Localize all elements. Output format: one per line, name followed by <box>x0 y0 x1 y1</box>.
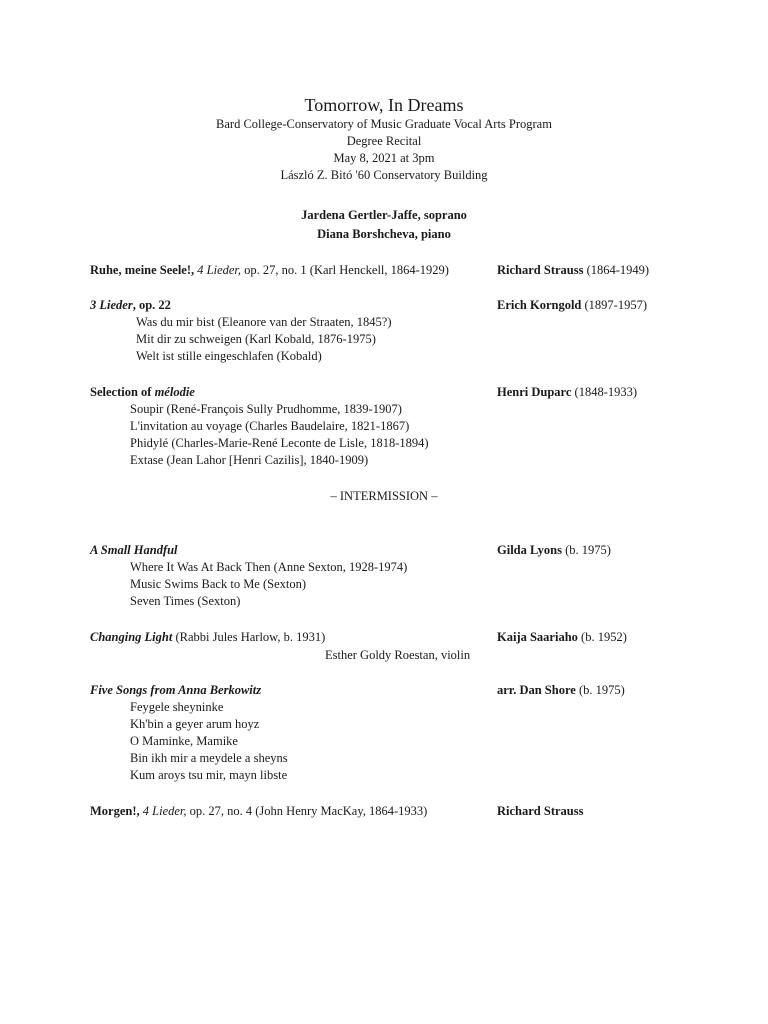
work-collection: 4 Lieder, <box>142 804 187 818</box>
program-title: Tomorrow, In Dreams <box>304 95 464 115</box>
program-institution: Bard College-Conservatory of Music Graduate Vocal Arts Program <box>216 117 552 131</box>
song-title: Welt ist stille eingeschlafen (Kobald) <box>136 349 322 363</box>
work-line <box>90 384 490 401</box>
composer-name: arr. Dan Shore <box>497 683 576 697</box>
recital-type: Degree Recital <box>346 134 422 148</box>
composer-dates: (b. 1975) <box>578 683 625 697</box>
work-title-italic: mélodie <box>154 385 195 399</box>
composer <box>497 384 637 401</box>
work-title: Changing Light <box>90 630 173 644</box>
work-line <box>90 803 490 820</box>
composer-name: Richard Strauss <box>497 804 584 818</box>
composer-dates: (b. 1975) <box>565 543 611 557</box>
work-title: Ruhe, meine Seele!, <box>90 263 195 277</box>
composer <box>497 542 611 559</box>
composer-name: Gilda Lyons <box>497 543 562 557</box>
work-line <box>90 682 490 699</box>
song-title: Kum aroys tsu mir, mayn libste <box>130 768 288 782</box>
work-line <box>90 262 490 279</box>
song-title: Music Swims Back to Me (Sexton) <box>130 577 307 591</box>
song-title: L'invitation au voyage (Charles Baudelaire, 1821-1867) <box>130 419 410 433</box>
song-title: Where It Was At Back Then (Anne Sexton, 1928-1974) <box>130 560 408 574</box>
work-opus: , op. 22 <box>132 298 171 312</box>
composer-dates: (1848-1933) <box>574 385 638 399</box>
composer-name: Richard Strauss <box>497 263 584 277</box>
composer-name: Henri Duparc <box>497 385 572 399</box>
work-title: Five Songs from Anna Berkowitz <box>90 683 262 697</box>
composer-dates: (1864-1949) <box>586 263 650 277</box>
composer <box>497 682 625 699</box>
program-header <box>0 94 768 184</box>
work-title: Selection of <box>90 385 152 399</box>
composer-dates: (1897-1957) <box>584 298 648 312</box>
song-title: Phidylé (Charles-Marie-René Leconte de Lisle, 1818-1894) <box>130 436 429 450</box>
performer-soprano: Jardena Gertler-Jaffe, soprano <box>301 208 467 222</box>
song-title: Kh'bin a geyer arum hoyz <box>130 717 260 731</box>
recital-date: May 8, 2021 at 3pm <box>333 151 435 165</box>
violinist: Esther Goldy Roestan, violin <box>325 648 471 662</box>
composer-dates: (b. 1952) <box>581 630 627 644</box>
intermission-label: – INTERMISSION – <box>330 489 438 503</box>
song-title: Bin ikh mir a meydele a sheyns <box>130 751 288 765</box>
work-details: op. 27, no. 4 (John Henry MacKay, 1864-1933) <box>189 804 428 818</box>
recital-venue: László Z. Bitó '60 Conservatory Building <box>280 168 488 182</box>
work-details: op. 27, no. 1 (Karl Henckell, 1864-1929) <box>244 263 449 277</box>
song-title: Feygele sheyninke <box>130 700 224 714</box>
composer-name: Erich Korngold <box>497 298 582 312</box>
composer <box>497 803 583 820</box>
performer-piano: Diana Borshcheva, piano <box>317 227 451 241</box>
composer-name: Kaija Saariaho <box>497 630 578 644</box>
work-details: (Rabbi Jules Harlow, b. 1931) <box>175 630 326 644</box>
composer <box>497 297 647 314</box>
composer <box>497 629 627 646</box>
composer <box>497 262 649 279</box>
work-title: A Small Handful <box>90 543 178 557</box>
work-collection: 4 Lieder, <box>197 263 242 277</box>
work-title: 3 Lieder <box>90 298 133 312</box>
song-title: Mit dir zu schweigen (Karl Kobald, 1876-1975) <box>136 332 376 346</box>
work-line <box>90 629 490 646</box>
work-line <box>90 297 490 314</box>
work-line <box>90 542 490 559</box>
song-title: O Maminke, Mamike <box>130 734 238 748</box>
song-title: Was du mir bist (Eleanore van der Straaten, 1845?) <box>136 315 392 329</box>
work-title: Morgen!, <box>90 804 140 818</box>
performers <box>0 206 768 244</box>
song-title: Extase (Jean Lahor [Henri Cazilis], 1840-1909) <box>130 453 369 467</box>
song-title: Soupir (René-François Sully Prudhomme, 1839-1907) <box>130 402 402 416</box>
song-title: Seven Times (Sexton) <box>130 594 241 608</box>
